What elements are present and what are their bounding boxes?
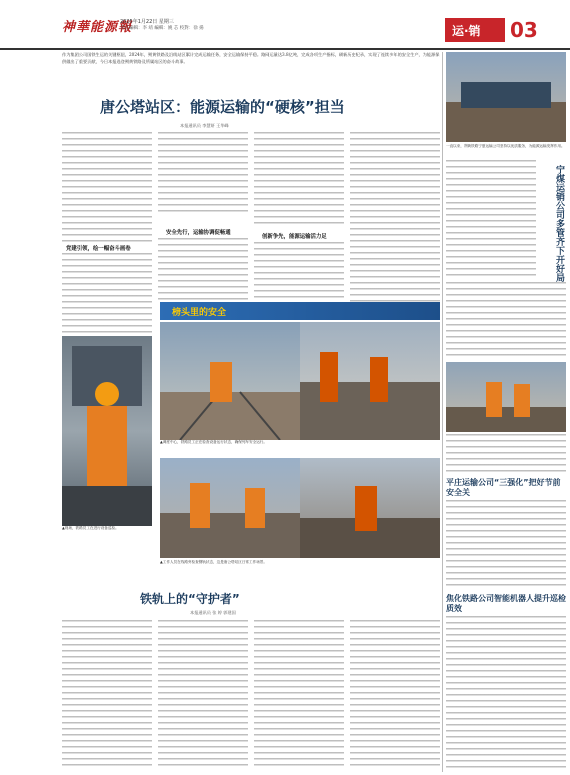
right-column-3 bbox=[446, 434, 566, 474]
bottom-column-4 bbox=[350, 620, 440, 770]
article-column-1b bbox=[62, 253, 152, 333]
lead-paragraph: 作为集团公司国铁生运的关键枢纽，2024年，朔黄铁路及沿线站区累计完成运输任务，安全运输保持平稳。路网运量达3.8亿吨，完成各项生产指标，刷新历史纪录，实现了连续多年的安全生产，为能源保供做出了重要贡献，今日本报选登朔黄铁路及所属站区的奋斗故事。 bbox=[62, 52, 440, 64]
bottom-headline: 铁轨上的“守护者” bbox=[140, 592, 240, 606]
right-column-5 bbox=[446, 616, 566, 770]
right-column-4 bbox=[446, 500, 566, 590]
issue-date: 2025年1月22日 星期三 bbox=[120, 19, 174, 25]
section-name: 运·销 bbox=[452, 24, 481, 38]
rail-photo-2 bbox=[300, 322, 440, 440]
caption-left: ▲现场，铁路员工在进行设备巡检。 bbox=[62, 526, 119, 530]
article-column-2 bbox=[158, 132, 248, 216]
right-photo-top bbox=[446, 52, 566, 142]
article-column-2b bbox=[158, 238, 248, 302]
subhead-1: 党建引领，绘一幅奋斗画卷 bbox=[66, 246, 131, 252]
safety-banner bbox=[160, 302, 440, 320]
article-column-3 bbox=[254, 132, 344, 228]
bottom-column-3 bbox=[254, 620, 344, 770]
article-column-1 bbox=[62, 132, 152, 244]
page-number: 03 bbox=[510, 18, 538, 42]
bottom-byline: 本报通讯员 张 婷 郭建国 bbox=[190, 610, 236, 615]
right-photo-mid bbox=[446, 362, 566, 432]
right-column-2 bbox=[446, 282, 566, 360]
bottom-column-2 bbox=[158, 620, 248, 770]
main-headline: 唐公塔站区：能源运输的“硬核”担当 bbox=[100, 98, 345, 116]
article-column-3b bbox=[254, 242, 344, 302]
bottom-column-1 bbox=[62, 620, 152, 770]
column-divider bbox=[442, 52, 443, 772]
worker-photo bbox=[62, 336, 152, 526]
right-subheadline-mid: 平庄运输公司“三强化”把好节前安全关 bbox=[446, 478, 561, 497]
rail-photo-3 bbox=[160, 458, 300, 558]
right-subheadline-bottom: 焦化铁路公司智能机器人提升巡检质效 bbox=[446, 594, 566, 613]
masthead bbox=[0, 0, 570, 50]
article-column-4 bbox=[350, 132, 440, 302]
subhead-3: 创新争先，能源运输活力足 bbox=[262, 234, 327, 240]
main-byline: 本报通讯员 李慧妍 王华峰 bbox=[180, 123, 229, 128]
banner-text: 榜头里的安全 bbox=[172, 308, 227, 318]
right-intro: 一直以来，朔黄铁路宁夏运输公司坚持以优质服务，为能源运输发挥作用。 bbox=[446, 144, 565, 148]
rail-photo-4 bbox=[300, 458, 440, 558]
editor-credit: 責任編輯：李 靖 編輯：姚 芯 校對：徐 揚 bbox=[120, 26, 204, 31]
caption-center-bottom: ▲工作人员在线路旁检查钢轨状态，这是唐公塔站区日常工作场景。 bbox=[160, 560, 267, 564]
newspaper-logo: 神華能源報 bbox=[62, 20, 133, 35]
rail-photo-1 bbox=[160, 322, 300, 440]
right-headline-vertical: 宁煤运销公司多管齐下开好局 bbox=[554, 165, 564, 282]
subhead-2: 安全先行，运输协调促畅通 bbox=[166, 230, 231, 236]
caption-center-top: ▲调度中心，铁路员工正在检查设备运行状态，确保列车安全运行。 bbox=[160, 440, 267, 444]
right-column-1 bbox=[446, 160, 536, 280]
